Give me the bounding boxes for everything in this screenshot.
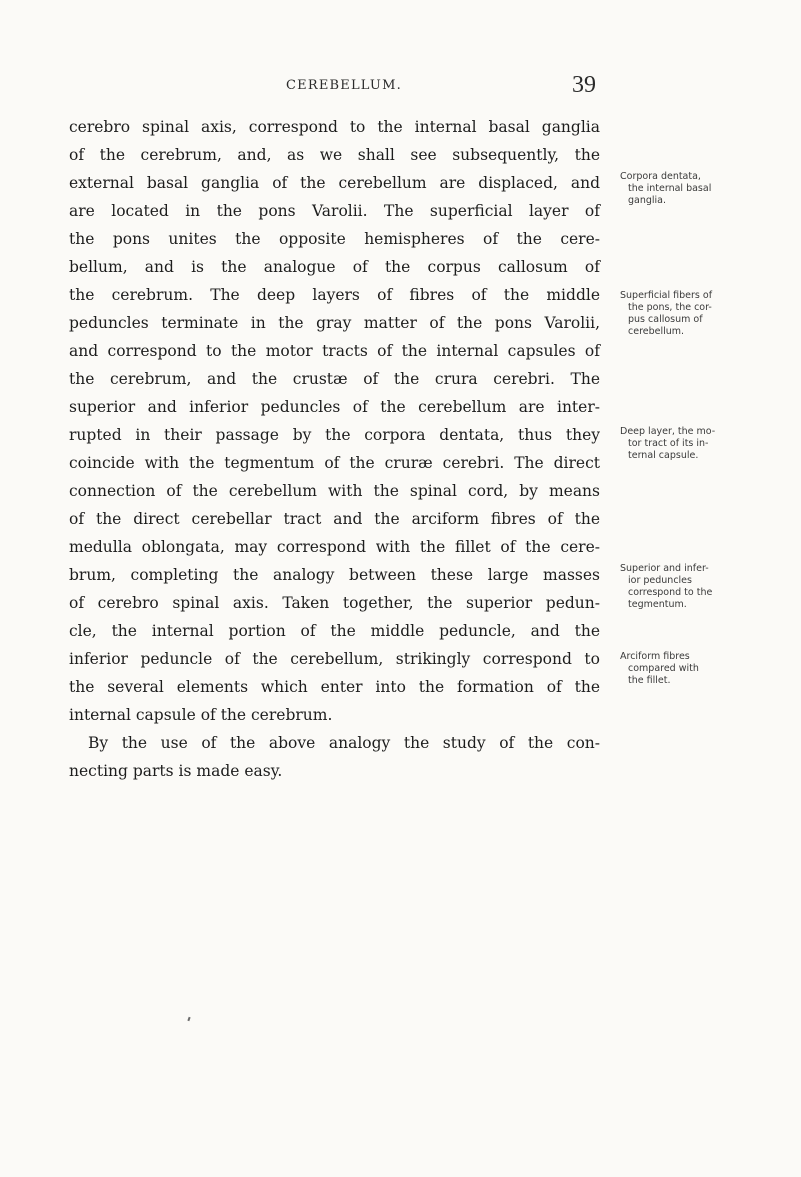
margin-note-line: tegmentum. — [628, 599, 687, 610]
body-line: brum, completing the analogy between these large masses — [69, 566, 600, 584]
body-line: rupted in their passage by the corpora dentata, thus they — [69, 426, 600, 444]
body-line-paragraph-end: necting parts is made easy. — [69, 762, 283, 780]
margin-note-line: Corpora dentata, — [620, 171, 701, 182]
body-line: inferior peduncle of the cerebellum, strikingly correspond to — [69, 650, 600, 668]
margin-note-line: the internal basal — [628, 183, 712, 194]
margin-note-line: ternal capsule. — [628, 450, 699, 461]
body-line: the pons unites the opposite hemispheres of the cere- — [69, 230, 600, 248]
body-line: of cerebro spinal axis. Taken together, the superior pedun- — [69, 594, 600, 612]
body-line: the cerebrum, and the crustæ of the crura cerebri. The — [69, 370, 600, 388]
page-number: 39 — [572, 72, 596, 98]
body-line: are located in the pons Varolii. The superficial layer of — [69, 202, 600, 220]
margin-note-deep-layer — [620, 426, 792, 462]
margin-note-line: ior peduncles — [628, 575, 692, 586]
body-line: connection of the cerebellum with the spinal cord, by means — [69, 482, 600, 500]
body-line: medulla oblongata, may correspond with the fillet of the cere- — [69, 538, 600, 556]
margin-note-line: correspond to the — [628, 587, 713, 598]
running-title: CEREBELLUM. — [286, 78, 402, 93]
margin-note-line: cerebellum. — [628, 326, 685, 337]
body-line-paragraph-start: By the use of the above analogy the study of the con- — [88, 734, 600, 752]
body-line: cle, the internal portion of the middle peduncle, and the — [69, 622, 600, 640]
margin-note-line: the pons, the cor- — [628, 302, 712, 313]
body-text — [69, 113, 600, 785]
margin-note-superficial-fibers — [620, 290, 792, 338]
body-line: external basal ganglia of the cerebellum are displaced, and — [69, 174, 600, 192]
margin-note-line: the fillet. — [628, 675, 671, 686]
running-head — [0, 72, 801, 102]
margin-note-line: Superficial fibers of — [620, 290, 713, 301]
body-line: and correspond to the motor tracts of the internal capsules of — [69, 342, 600, 360]
body-line: the several elements which enter into the formation of the — [69, 678, 600, 696]
body-line: of the cerebrum, and, as we shall see subsequently, the — [69, 146, 600, 164]
body-line: of the direct cerebellar tract and the arciform fibres of the — [69, 510, 600, 528]
body-line: superior and inferior peduncles of the cerebellum are inter- — [69, 398, 600, 416]
margin-note-corpora-dentata — [620, 171, 792, 207]
body-line: cerebro spinal axis, correspond to the internal basal ganglia — [69, 118, 600, 136]
margin-note-line: tor tract of its in- — [628, 438, 709, 449]
margin-note-arciform-fibres — [620, 651, 792, 687]
margin-note-line: Superior and infer- — [620, 563, 709, 574]
body-line: coincide with the tegmentum of the cruræ cerebri. The direct — [69, 454, 600, 472]
body-line: the cerebrum. The deep layers of fibres of the middle — [69, 286, 600, 304]
margin-note-superior-inferior — [620, 563, 792, 611]
ink-speck — [187, 1017, 190, 1021]
margin-note-line: ganglia. — [628, 195, 667, 206]
body-line: peduncles terminate in the gray matter of the pons Varolii, — [69, 314, 600, 332]
body-line: bellum, and is the analogue of the corpus callosum of — [69, 258, 600, 276]
margin-note-line: compared with — [628, 663, 699, 674]
body-line-paragraph-end: internal capsule of the cerebrum. — [69, 706, 333, 724]
margin-note-line: Deep layer, the mo- — [620, 426, 716, 437]
margin-note-line: pus callosum of — [628, 314, 703, 325]
margin-note-line: Arciform fibres — [620, 651, 690, 662]
